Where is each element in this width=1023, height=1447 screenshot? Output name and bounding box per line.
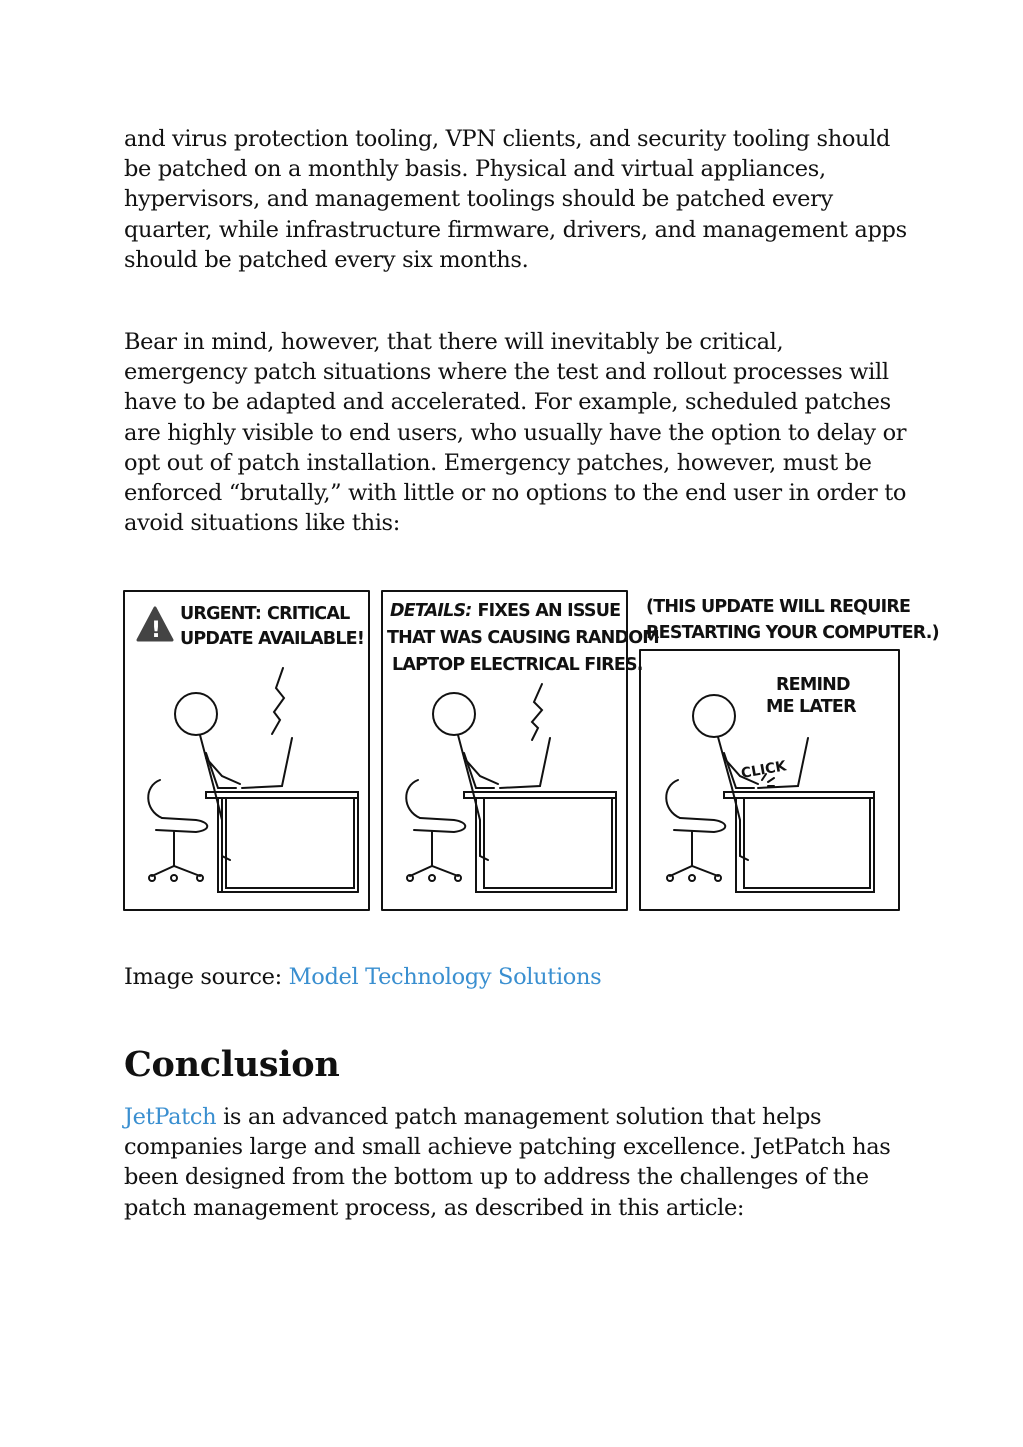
panel2-cause-text: THAT WAS CAUSING RANDOM: [387, 628, 659, 648]
text-line: hypervisors, and management toolings should be patched every: [124, 186, 833, 213]
text-line: [124, 1102, 914, 1132]
text-line: be patched on a monthly basis. Physical and virtual appliances,: [124, 156, 826, 183]
image-source-link[interactable]: Model Technology Solutions: [288, 964, 602, 990]
text-line: companies large and small achieve patching excellence. JetPatch has: [124, 1134, 891, 1161]
panel3-click-sfx: CLICK: [739, 758, 788, 782]
panel2-fires-text: LAPTOP ELECTRICAL FIRES.: [392, 655, 643, 675]
panel3-later-text: ME LATER: [766, 697, 856, 717]
text-line: patch management process, as described in this article:: [124, 1194, 745, 1221]
text-line: quarter, while infrastructure firmware, drivers, and management apps: [124, 216, 907, 243]
comic-image: [122, 588, 939, 913]
comic-panel-2-art: [387, 601, 659, 892]
text-line: opt out of patch installation. Emergency patches, however, must be: [124, 449, 872, 476]
emergency-patch-paragraph: [124, 327, 914, 538]
panel3-restart-line1: (THIS UPDATE WILL REQUIRE: [646, 597, 911, 617]
jetpatch-link[interactable]: JetPatch: [124, 1104, 217, 1130]
panel1-urgent-label: URGENT:: [180, 604, 262, 624]
text-line: have to be adapted and accelerated. For example, scheduled patches: [124, 389, 891, 416]
panel3-remind-text: REMIND: [776, 675, 850, 695]
caption-prefix: Image source:: [124, 964, 289, 990]
text-line: emergency patch situations where the test and rollout processes will: [124, 359, 889, 386]
conclusion-paragraph: [124, 1102, 914, 1223]
panel3-restart-line2: RESTARTING YOUR COMPUTER.): [646, 623, 939, 643]
panel1-critical-text: CRITICAL: [267, 604, 350, 624]
svg-text:!: !: [151, 618, 162, 643]
text-line: and virus protection tooling, VPN clients, and security tooling should: [124, 126, 891, 152]
warning-icon: [138, 608, 172, 643]
section-heading: Conclusion: [124, 1044, 340, 1085]
text-line: avoid situations like this:: [124, 510, 400, 537]
text-line: should be patched every six months.: [124, 246, 529, 273]
text-line: are highly visible to end users, who usually have the option to delay or: [124, 419, 907, 446]
comic-panel-1-art: [138, 604, 364, 892]
svg-text:DETAILS:FIXES AN ISSUE: [390, 601, 620, 621]
patch-schedule-paragraph: [124, 124, 914, 275]
text-line: enforced “brutally,” with little or no options to the end user in order to: [124, 480, 907, 507]
svg-text:URGENT:CRITICAL: [180, 604, 350, 624]
conclusion-line1-text: is an advanced patch management solution that helps: [216, 1104, 822, 1130]
text-line: Bear in mind, however, that there will inevitably be critical,: [124, 329, 784, 355]
panel1-update-text: UPDATE AVAILABLE!: [180, 629, 365, 649]
text-line: been designed from the bottom up to address the challenges of the: [124, 1164, 869, 1191]
image-caption: [124, 962, 914, 992]
comic-panel-3-art: [646, 597, 939, 892]
xkcd-update-comic: [122, 588, 939, 913]
panel2-details-label: DETAILS:: [390, 601, 472, 621]
panel2-fixes-text: FIXES AN ISSUE: [477, 601, 621, 621]
